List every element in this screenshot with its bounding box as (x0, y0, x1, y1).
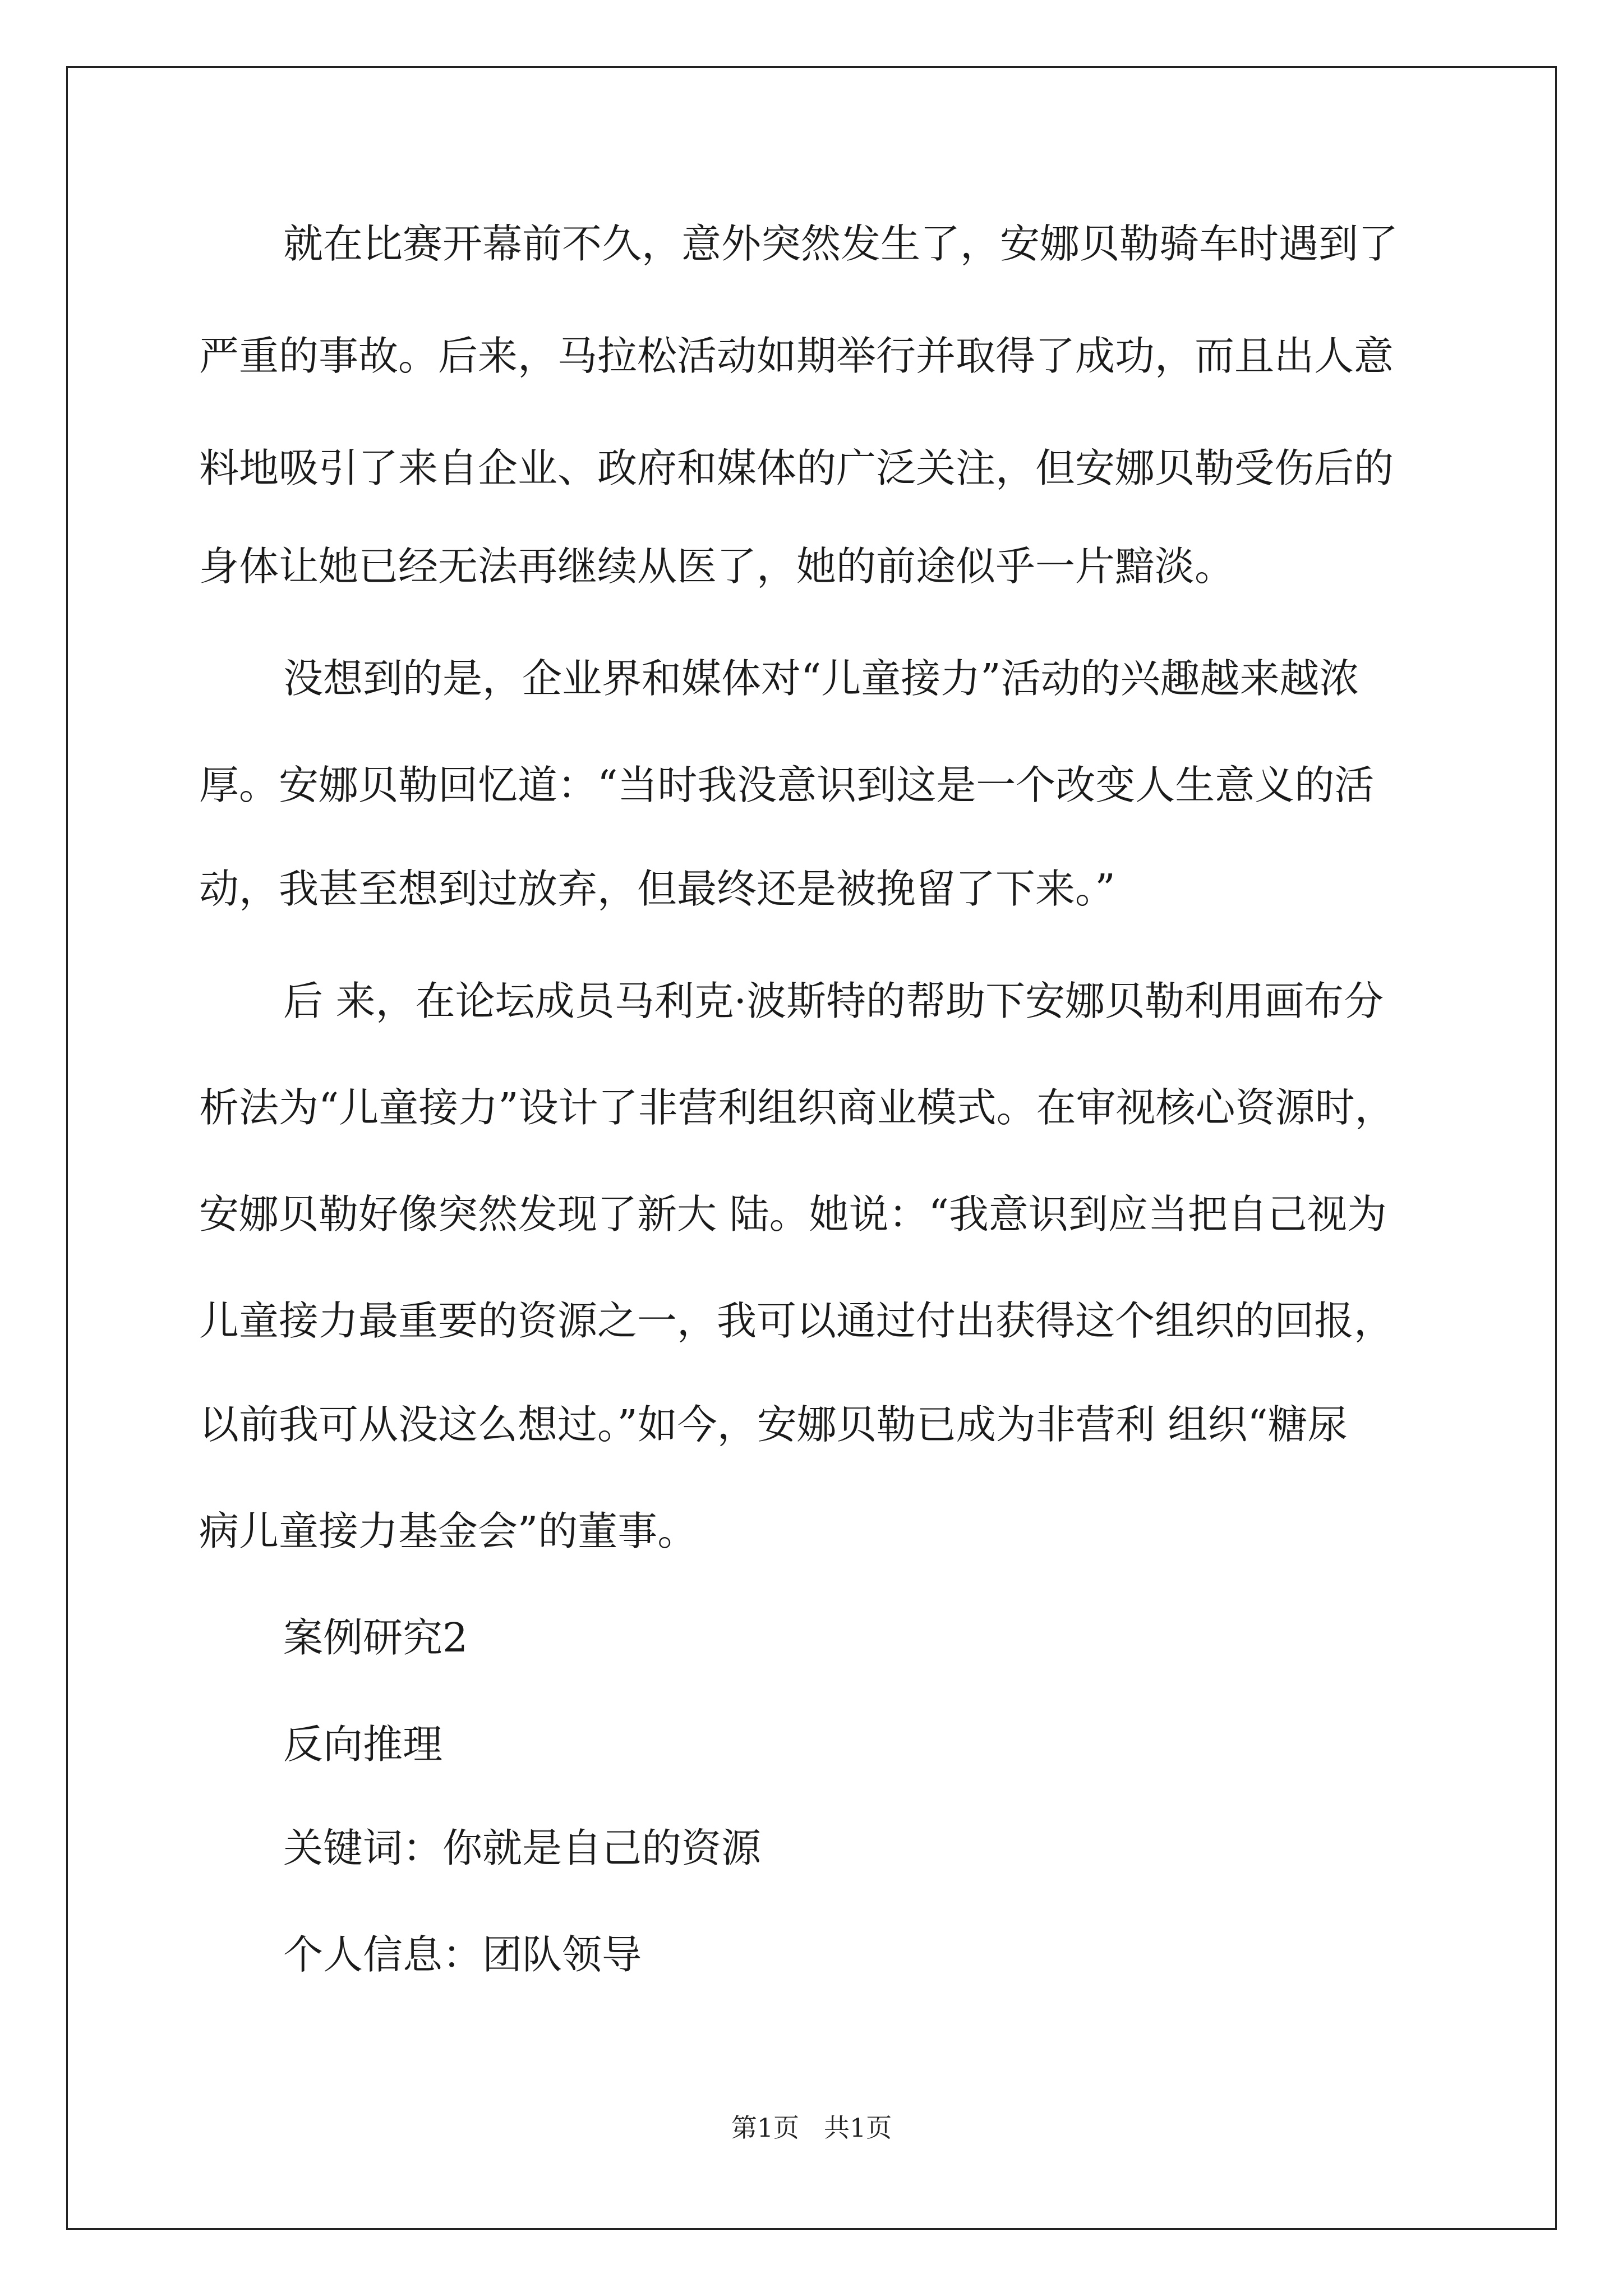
paragraph-3-line-2: 析法为“儿童接力”设计了非营利组织商业模式。在审视核心资源时， (199, 1084, 1395, 1131)
paragraph-1-line-4: 身体让她已经无法再继续从医了，她的前途似乎一片黯淡。 (199, 543, 1235, 590)
case-study-subtitle: 反向推理 (283, 1721, 443, 1768)
page-frame (66, 66, 1557, 2230)
page-footer (0, 2111, 1623, 2145)
paragraph-3-line-3: 安娜贝勒好像突然发现了新大 陆。她说：“我意识到应当把自己视为 (199, 1191, 1387, 1237)
paragraph-3-line-1: 后 来，在论坛成员马利克·波斯特的帮助下安娜贝勒利用画布分 (283, 978, 1384, 1024)
personal-info-line: 个人信息：团队领导 (283, 1931, 642, 1978)
paragraph-1-line-2: 严重的事故。后来，马拉松活动如期举行并取得了成功，而且出人意 (199, 333, 1394, 379)
case-study-title: 案例研究2 (283, 1614, 468, 1661)
paragraph-3-line-5: 以前我可从没这么想过。”如今，安娜贝勒已成为非营利 组织“糖尿 (199, 1401, 1348, 1448)
paragraph-2-line-3: 动，我甚至想到过放弃，但最终还是被挽留了下来。” (199, 866, 1115, 912)
page-number: 第1页 (731, 2113, 800, 2143)
paragraph-2-line-1: 没想到的是，企业界和媒体对“儿童接力”活动的兴趣越来越浓 (283, 655, 1359, 702)
footer-spacer (799, 2113, 824, 2143)
paragraph-1-line-3: 料地吸引了来自企业、政府和媒体的广泛关注，但安娜贝勒受伤后的 (199, 445, 1394, 491)
keywords-line: 关键词：你就是自己的资源 (283, 1825, 762, 1871)
paragraph-1-line-1: 就在比赛开幕前不久，意外突然发生了，安娜贝勒骑车时遇到了 (283, 220, 1399, 267)
paragraph-3-line-4: 儿童接力最重要的资源之一，我可以通过付出获得这个组织的回报， (199, 1297, 1394, 1344)
paragraph-2-line-2: 厚。安娜贝勒回忆道：“当时我没意识到这是一个改变人生意义的活 (199, 762, 1375, 808)
paragraph-3-line-6: 病儿童接力基金会”的董事。 (199, 1508, 698, 1554)
page-total: 共1页 (823, 2113, 892, 2143)
